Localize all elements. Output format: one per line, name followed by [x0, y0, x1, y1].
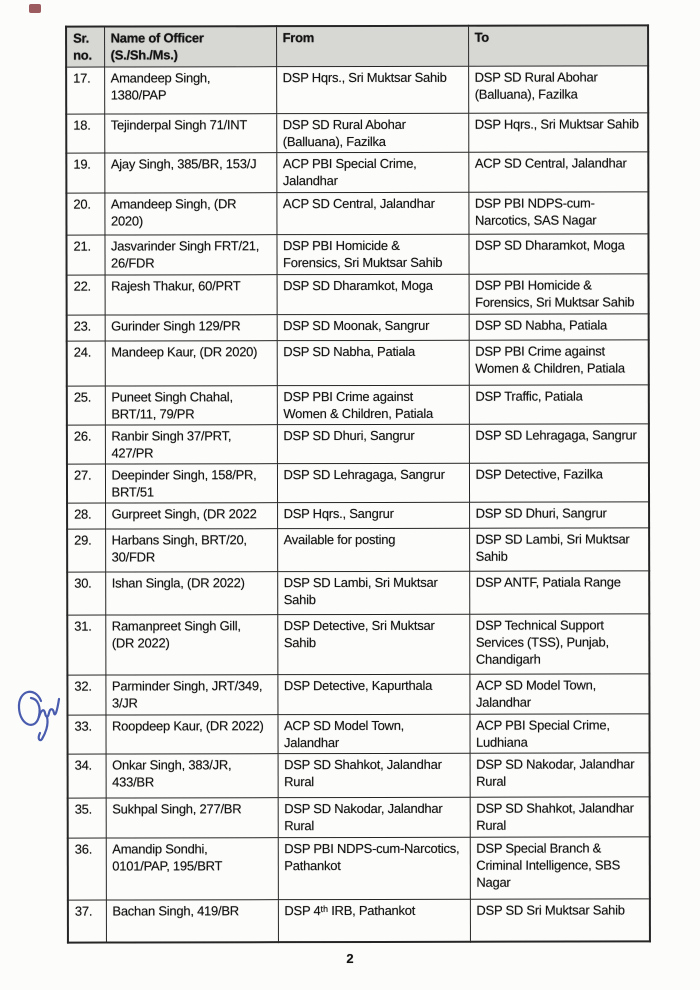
name-cell: Roopdeep Kaur, (DR 2022): [105, 714, 277, 753]
to-cell: DSP SD Lambi, Sri Muktsar Sahib: [469, 527, 649, 570]
sr-cell: 24.: [67, 341, 105, 386]
sr-cell: 19.: [66, 153, 104, 193]
table-row: [66, 191, 648, 234]
from-cell: DSP Detective, Sri Muktsar Sahib: [277, 614, 469, 674]
from-cell: DSP Hqrs., Sangrur: [277, 502, 469, 528]
to-cell: DSP Traffic, Patiala: [469, 384, 649, 423]
sr-cell: 20.: [66, 193, 104, 235]
sr-cell: 26.: [67, 425, 105, 464]
corner-ink-mark: [29, 4, 41, 13]
name-cell: Rajesh Thakur, 60/PRT: [105, 274, 277, 314]
header-sr-no: Sr. no.: [66, 27, 104, 67]
table-row: [68, 796, 650, 837]
from-cell: DSP SD Lambi, Sri Muktsar Sahib: [277, 571, 469, 614]
table-row: [68, 752, 650, 797]
table-row: [67, 570, 649, 614]
sr-cell: 28.: [67, 503, 105, 529]
table-row: [67, 462, 649, 502]
table-row: [66, 233, 648, 274]
sr-cell: 36.: [68, 838, 106, 900]
from-cell: DSP 4ᵗʰ IRB, Pathankot: [278, 899, 470, 942]
name-cell: Mandeep Kaur, (DR 2020): [105, 340, 277, 385]
name-cell: Sukhpal Singh, 277/BR: [106, 797, 278, 837]
from-cell: DSP SD Dharamkot, Moga: [277, 274, 469, 314]
officer-transfer-table: [65, 24, 651, 943]
to-cell: DSP PBI NDPS-cum- Narcotics, SAS Nagar: [468, 191, 648, 233]
name-cell: Jasvarinder Singh FRT/21, 26/FDR: [104, 234, 276, 274]
from-cell: DSP SD Rural Abohar (Balluana), Fazilka: [276, 113, 468, 152]
sr-cell: 33.: [67, 715, 105, 754]
from-cell: DSP SD Nabha, Patiala: [277, 340, 469, 385]
to-cell: ACP PBI Special Crime, Ludhiana: [469, 713, 649, 752]
name-cell: Tejinderpal Singh 71/INT: [104, 113, 276, 152]
to-cell: DSP SD Nabha, Patiala: [469, 313, 649, 339]
to-cell: DSP SD Dhuri, Sangrur: [469, 501, 649, 527]
to-cell: DSP SD Sri Muktsar Sahib: [470, 898, 650, 941]
name-cell: Amandeep Singh, (DR 2020): [104, 192, 276, 234]
to-cell: DSP PBI Homicide & Forensics, Sri Muktsar Sahib: [469, 273, 649, 313]
table-row: [67, 673, 649, 714]
to-cell: DSP SD Nakodar, Jalandhar Rural: [470, 752, 650, 796]
table-row: [67, 713, 649, 753]
name-cell: Parminder Singh, JRT/349, 3/JR: [105, 674, 277, 714]
from-cell: DSP Hqrs., Sri Muktsar Sahib: [276, 66, 468, 113]
table-row: [68, 898, 650, 942]
handwritten-signature-icon: [11, 684, 63, 752]
table-row: [67, 613, 649, 674]
name-cell: Deepinder Singh, 158/PR, BRT/51: [105, 463, 277, 502]
from-cell: DSP PBI Crime against Women & Children, Patiala: [277, 385, 469, 424]
header-to: To: [468, 25, 648, 65]
from-cell: ACP SD Model Town, Jalandhar: [277, 714, 469, 753]
name-cell: Ranbir Singh 37/PRT, 427/PR: [105, 424, 277, 463]
from-cell: DSP SD Nakodar, Jalandhar Rural: [278, 797, 470, 837]
from-cell: DSP SD Shahkot, Jalandhar Rural: [278, 753, 470, 797]
from-cell: DSP SD Moonak, Sangrur: [277, 314, 469, 340]
sr-cell: 25.: [67, 386, 105, 425]
sr-cell: 31.: [67, 615, 105, 675]
header-from: From: [276, 26, 468, 66]
table-row: [66, 65, 648, 113]
sr-cell: 37.: [68, 900, 106, 943]
sr-cell: 34.: [68, 754, 106, 798]
name-cell: Harbans Singh, BRT/20, 30/FDR: [105, 528, 277, 571]
name-cell: Bachan Singh, 419/BR: [106, 899, 278, 942]
from-cell: Available for posting: [277, 528, 469, 571]
sr-cell: 27.: [67, 464, 105, 503]
name-cell: Ramanpreet Singh Gill, (DR 2022): [105, 614, 277, 674]
name-cell: Puneet Singh Chahal, BRT/11, 79/PR: [105, 385, 277, 424]
table-row: [67, 313, 649, 340]
to-cell: DSP PBI Crime against Women & Children, Patiala: [469, 339, 649, 384]
table-row: [67, 501, 649, 528]
name-cell: Amandip Sondhi, 0101/PAP, 195/BRT: [106, 837, 278, 899]
table-row: [68, 836, 650, 899]
sr-cell: 29.: [67, 529, 105, 572]
name-cell: Amandeep Singh, 1380/PAP: [104, 66, 276, 113]
sr-cell: 22.: [67, 275, 105, 315]
table-row: [67, 527, 649, 571]
sr-cell: 21.: [66, 235, 104, 275]
sr-cell: 18.: [66, 114, 104, 153]
table-row: [67, 273, 649, 314]
table-row: [67, 423, 649, 463]
header-name-of-officer: Name of Officer (S./Sh./Ms.): [104, 26, 276, 66]
to-cell: DSP Technical Support Services (TSS), Punjab, Chandigarh: [469, 613, 649, 673]
from-cell: ACP SD Central, Jalandhar: [276, 192, 468, 234]
to-cell: DSP SD Lehragaga, Sangrur: [469, 423, 649, 462]
sr-cell: 23.: [67, 315, 105, 341]
name-cell: Ajay Singh, 385/BR, 153/J: [104, 152, 276, 192]
to-cell: DSP Detective, Fazilka: [469, 462, 649, 501]
sr-cell: 30.: [67, 572, 105, 615]
to-cell: DSP ANTF, Patiala Range: [469, 570, 649, 613]
table-header-row: [66, 25, 648, 66]
table-row: [66, 112, 648, 152]
page-number: 2: [346, 951, 354, 966]
to-cell: DSP Hqrs., Sri Muktsar Sahib: [468, 112, 648, 151]
to-cell: ACP SD Central, Jalandhar: [468, 151, 648, 191]
to-cell: DSP SD Dharamkot, Moga: [468, 233, 648, 273]
from-cell: DSP SD Dhuri, Sangrur: [277, 424, 469, 463]
from-cell: DSP PBI Homicide & Forensics, Sri Muktsar Sahib: [276, 234, 468, 274]
sr-cell: 32.: [67, 675, 105, 715]
from-cell: DSP SD Lehragaga, Sangrur: [277, 463, 469, 502]
table-row: [66, 151, 648, 192]
name-cell: Onkar Singh, 383/JR, 433/BR: [106, 753, 278, 797]
from-cell: DSP PBI NDPS-cum-Narcotics, Pathankot: [278, 837, 470, 899]
sr-cell: 35.: [68, 798, 106, 838]
name-cell: Ishan Singla, (DR 2022): [105, 571, 277, 614]
name-cell: Gurpreet Singh, (DR 2022: [105, 502, 277, 528]
sr-cell: 17.: [66, 67, 104, 114]
to-cell: DSP SD Shahkot, Jalandhar Rural: [470, 796, 650, 836]
from-cell: ACP PBI Special Crime, Jalandhar: [276, 152, 468, 192]
table-row: [67, 339, 649, 385]
to-cell: ACP SD Model Town, Jalandhar: [469, 673, 649, 713]
to-cell: DSP Special Branch & Criminal Intelligence, SBS Nagar: [470, 836, 650, 898]
from-cell: DSP Detective, Kapurthala: [277, 674, 469, 714]
table-row: [67, 384, 649, 424]
to-cell: DSP SD Rural Abohar (Balluana), Fazilka: [468, 65, 648, 112]
name-cell: Gurinder Singh 129/PR: [105, 314, 277, 340]
